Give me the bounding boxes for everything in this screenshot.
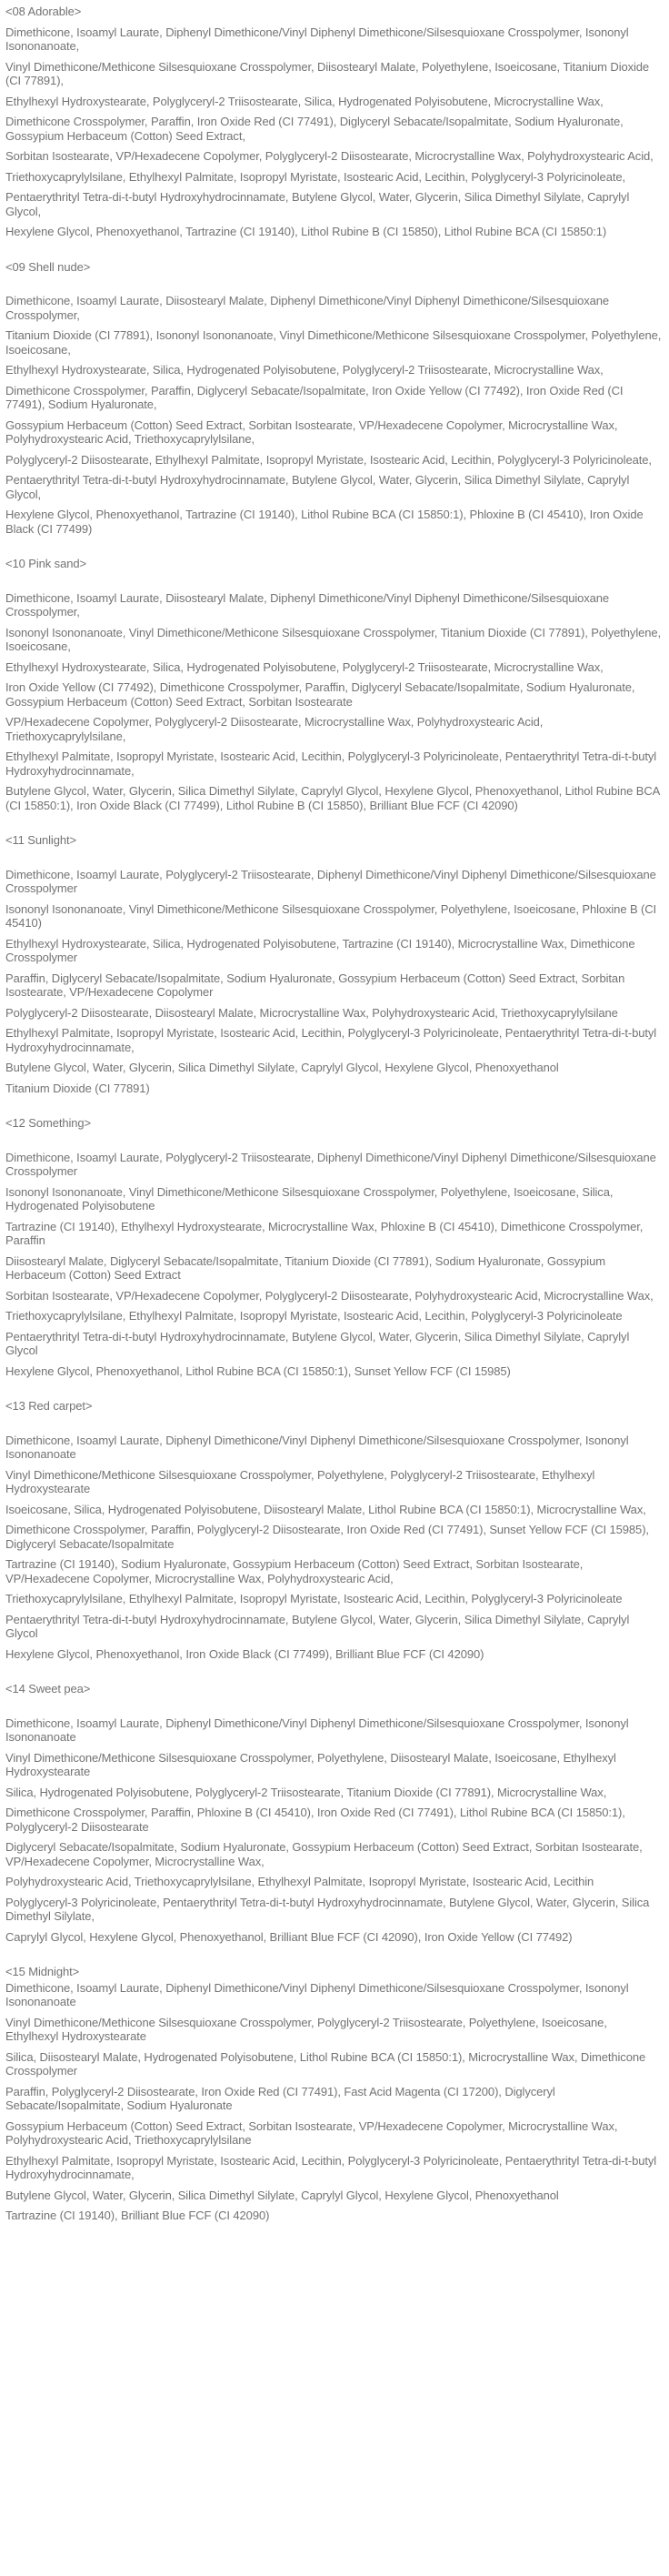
ingredient-line: Sorbitan Isostearate, VP/Hexadecene Copolymer, Polyglyceryl-2 Diisostearate, Microcrystalline Wax, Polyhydroxystearic Acid,: [5, 149, 654, 163]
ingredient-line: Dimethicone Crosspolymer, Paraffin, Polyglyceryl-2 Diisostearate, Iron Oxide Red (CI 77491), Sunset Yellow FCF (CI 15985), Diglyceryl Sebacate/Isopalmitate: [5, 1523, 649, 1551]
ingredient-line: Triethoxycaprylylsilane, Ethylhexyl Palmitate, Isopropyl Myristate, Isostearic Acid, Lecithin, Polyglyceryl-3 Polyricinoleate: [5, 1592, 623, 1605]
ingredient-line: Dimethicone, Isoamyl Laurate, Polyglyceryl-2 Triisostearate, Diphenyl Dimethicone/Vinyl Diphenyl Dimethicone/Silsesquioxane Crosspolymer: [5, 1150, 656, 1178]
ingredient-line: Paraffin, Polyglyceryl-2 Diisostearate, Iron Oxide Red (CI 77491), Fast Acid Magenta (CI 17200), Diglyceryl Sebacate/Isopalmitate, Sodium Hyaluronate: [5, 2084, 555, 2112]
ingredient-line: Butylene Glycol, Water, Glycerin, Silica Dimethyl Silylate, Caprylyl Glycol, Hexylene Glycol, Phenoxyethanol: [5, 2188, 559, 2202]
ingredient-line: Polyglyceryl-2 Diisostearate, Diisostearyl Malate, Microcrystalline Wax, Polyhydroxystearic Acid, Triethoxycaprylylsilane: [5, 1005, 618, 1020]
ingredient-line: Ethylhexyl Hydroxystearate, Silica, Hydrogenated Polyisobutene, Tartrazine (CI 19140), Microcrystalline Wax, Dimethicone Crosspolymer: [5, 936, 635, 964]
ingredient-line: Hexylene Glycol, Phenoxyethanol, Lithol Rubine BCA (CI 15850:1), Sunset Yellow FCF (CI 15985): [5, 1363, 511, 1378]
ingredient-line: Iron Oxide Yellow (CI 77492), Dimethicone Crosspolymer, Paraffin, Diglyceryl Sebacate/Isopalmitate, Sodium Hyaluronate, Gossypium Herbaceum (Cotton) Seed Extract, Sorbitan Isostearate: [5, 680, 635, 709]
ingredient-line: Triethoxycaprylylsilane, Ethylhexyl Palmitate, Isopropyl Myristate, Isostearic Acid, Lecithin, Polyglyceryl-3 Polyricinoleate,: [5, 169, 625, 184]
ingredient-line: Ethylhexyl Palmitate, Isopropyl Myristate, Isostearic Acid, Lecithin, Polyglyceryl-3 Polyricinoleate, Pentaerythrityl Tetra-di-t-butyl Hydroxyhydrocinnamate,: [5, 1026, 657, 1054]
shade-section-09: [5, 260, 662, 537]
ingredient-line: Gossypium Herbaceum (Cotton) Seed Extract, Sorbitan Isostearate, VP/Hexadecene Copolymer, Microcrystalline Wax, Polyhydroxystearic Acid, Triethoxycaprylylsilane,: [5, 418, 618, 446]
ingredient-line: Vinyl Dimethicone/Methicone Silsesquioxane Crosspolymer, Diisostearyl Malate, Polyethylene, Isoeicosane, Titanium Dioxide (CI 77891),: [5, 59, 650, 87]
ingredient-line: Isoeicosane, Silica, Hydrogenated Polyisobutene, Diisostearyl Malate, Lithol Rubine BCA (CI 15850:1), Microcrystalline Wax,: [5, 1502, 646, 1516]
ingredient-line: Pentaerythrityl Tetra-di-t-butyl Hydroxyhydrocinnamate, Butylene Glycol, Water, Glycerin, Silica Dimethyl Silylate, Caprylyl Glycol,: [5, 473, 630, 501]
shade-header: <08 Adorable>: [5, 5, 82, 18]
ingredient-line: Hexylene Glycol, Phenoxyethanol, Tartrazine (CI 19140), Lithol Rubine B (CI 15850), Lithol Rubine BCA (CI 15850:1): [5, 225, 607, 238]
ingredient-line: Ethylhexyl Palmitate, Isopropyl Myristate, Isostearic Acid, Lecithin, Polyglyceryl-3 Polyricinoleate, Pentaerythrityl Tetra-di-t-butyl Hydroxyhydrocinnamate,: [5, 2153, 657, 2181]
ingredient-line: Ethylhexyl Palmitate, Isopropyl Myristate, Isostearic Acid, Lecithin, Polyglyceryl-3 Polyricinoleate, Pentaerythrityl Tetra-di-t-butyl Hydroxyhydrocinnamate,: [5, 750, 657, 778]
ingredient-line: Pentaerythrityl Tetra-di-t-butyl Hydroxyhydrocinnamate, Butylene Glycol, Water, Glycerin, Silica Dimethyl Silylate, Caprylyl Glycol: [5, 1612, 630, 1640]
ingredient-line: Polyglyceryl-2 Diisostearate, Ethylhexyl Palmitate, Isopropyl Myristate, Isostearic Acid, Lecithin, Polyglyceryl-3 Polyricinoleate,: [5, 452, 652, 467]
shade-header: <14 Sweet pea>: [5, 1682, 91, 1696]
ingredient-line: Vinyl Dimethicone/Methicone Silsesquioxane Crosspolymer, Polyethylene, Polyglyceryl-2 Triisostearate, Ethylhexyl Hydroxystearate: [5, 1467, 595, 1495]
shade-header: <15 Midnight>: [5, 1965, 80, 1978]
ingredient-line: Tartrazine (CI 19140), Brilliant Blue FCF (CI 42090): [5, 2209, 270, 2222]
ingredient-line: Pentaerythrityl Tetra-di-t-butyl Hydroxyhydrocinnamate, Butylene Glycol, Water, Glycerin, Silica Dimethyl Silylate, Caprylyl Glycol: [5, 1329, 630, 1357]
ingredient-line: Dimethicone, Isoamyl Laurate, Diphenyl Dimethicone/Vinyl Diphenyl Dimethicone/Silsesquioxane Crosspolymer, Isononyl Isononanoate,: [5, 25, 629, 53]
ingredient-line: Isononyl Isononanoate, Vinyl Dimethicone/Methicone Silsesquioxane Crosspolymer, Titanium Dioxide (CI 77891), Polyethylene, Isoeicosane,: [5, 625, 662, 653]
ingredient-line: Sorbitan Isostearate, VP/Hexadecene Copolymer, Polyglyceryl-2 Diisostearate, Polyhydroxystearic Acid, Microcrystalline Wax,: [5, 1288, 654, 1303]
ingredient-line: Polyhydroxystearic Acid, Triethoxycaprylylsilane, Ethylhexyl Palmitate, Isopropyl Myristate, Isostearic Acid, Lecithin: [5, 1875, 594, 1888]
ingredient-line: Ethylhexyl Hydroxystearate, Polyglyceryl-2 Triisostearate, Silica, Hydrogenated Polyisobutene, Microcrystalline Wax,: [5, 94, 604, 108]
shade-header: <10 Pink sand>: [5, 557, 86, 570]
ingredient-line: Silica, Diisostearyl Malate, Hydrogenated Polyisobutene, Lithol Rubine BCA (CI 15850:1), Microcrystalline Wax, Dimethicone Crosspolymer: [5, 2049, 646, 2078]
ingredient-line: Gossypium Herbaceum (Cotton) Seed Extract, Sorbitan Isostearate, VP/Hexadecene Copolymer, Microcrystalline Wax, Polyhydroxystearic Acid, Triethoxycaprylylsilane: [5, 2118, 618, 2147]
ingredient-line: Titanium Dioxide (CI 77891): [5, 1081, 150, 1095]
ingredient-line: Butylene Glycol, Water, Glycerin, Silica Dimethyl Silylate, Caprylyl Glycol, Hexylene Glycol, Phenoxyethanol, Lithol Rubine BCA (CI 15850:1), Iron Oxide Black (CI 77499), Lithol Rubine B (CI 15850), Brilliant Blue FCF (CI 42090): [5, 784, 660, 812]
ingredient-line: Paraffin, Diglyceryl Sebacate/Isopalmitate, Sodium Hyaluronate, Gossypium Herbaceum (Cotton) Seed Extract, Sorbitan Isostearate, VP/Hexadecene Copolymer: [5, 971, 625, 999]
shade-section-12: [5, 1116, 662, 1378]
ingredient-line: Butylene Glycol, Water, Glycerin, Silica Dimethyl Silylate, Caprylyl Glycol, Hexylene Glycol, Phenoxyethanol: [5, 1061, 559, 1074]
ingredient-line: Silica, Hydrogenated Polyisobutene, Polyglyceryl-2 Triisostearate, Titanium Dioxide (CI 77891), Microcrystalline Wax,: [5, 1785, 607, 1799]
ingredient-line: Triethoxycaprylylsilane, Ethylhexyl Palmitate, Isopropyl Myristate, Isostearic Acid, Lecithin, Polyglyceryl-3 Polyricinoleate: [5, 1309, 623, 1323]
ingredient-line: Dimethicone, Isoamyl Laurate, Diphenyl Dimethicone/Vinyl Diphenyl Dimethicone/Silsesquioxane Crosspolymer, Isononyl Isononanoate: [5, 1980, 629, 2008]
ingredient-line: Dimethicone Crosspolymer, Paraffin, Iron Oxide Red (CI 77491), Diglyceryl Sebacate/Isopalmitate, Sodium Hyaluronate, Gossypium Herbaceum (Cotton) Seed Extract,: [5, 115, 624, 143]
ingredient-line: Hexylene Glycol, Phenoxyethanol, Tartrazine (CI 19140), Lithol Rubine BCA (CI 15850:1), Phloxine B (CI 45410), Iron Oxide Black (CI 77499): [5, 508, 644, 536]
shade-header: <13 Red carpet>: [5, 1399, 93, 1413]
shade-header: <11 Sunlight>: [5, 833, 76, 847]
ingredient-line: Tartrazine (CI 19140), Sodium Hyaluronate, Gossypium Herbaceum (Cotton) Seed Extract, Sorbitan Isostearate, VP/Hexadecene Copolymer, Microcrystalline Wax, Polyhydroxystearic Acid,: [5, 1557, 584, 1585]
ingredient-line: Dimethicone, Isoamyl Laurate, Polyglyceryl-2 Triisostearate, Diphenyl Dimethicone/Vinyl Diphenyl Dimethicone/Silsesquioxane Crosspolymer: [5, 867, 656, 895]
ingredient-line: Dimethicone, Isoamyl Laurate, Diisostearyl Malate, Diphenyl Dimethicone/Vinyl Diphenyl Dimethicone/Silsesquioxane Crosspolymer,: [5, 590, 610, 619]
shade-section-14: [5, 1682, 662, 1944]
shade-section-11: [5, 833, 662, 1095]
ingredient-line: Isononyl Isononanoate, Vinyl Dimethicone/Methicone Silsesquioxane Crosspolymer, Polyethylene, Isoeicosane, Phloxine B (CI 45410): [5, 901, 657, 930]
ingredient-line: Polyglyceryl-3 Polyricinoleate, Pentaerythrityl Tetra-di-t-butyl Hydroxyhydrocinnamate, Butylene Glycol, Water, Glycerin, Silica Dimethyl Silylate,: [5, 1895, 650, 1923]
ingredient-line: Caprylyl Glycol, Hexylene Glycol, Phenoxyethanol, Brilliant Blue FCF (CI 42090), Iron Oxide Yellow (CI 77492): [5, 1929, 573, 1944]
ingredient-line: Dimethicone, Isoamyl Laurate, Diphenyl Dimethicone/Vinyl Diphenyl Dimethicone/Silsesquioxane Crosspolymer, Isononyl Isononanoate: [5, 1716, 629, 1744]
ingredient-line: Dimethicone, Isoamyl Laurate, Diisostearyl Malate, Diphenyl Dimethicone/Vinyl Diphenyl Dimethicone/Silsesquioxane Crosspolymer,: [5, 294, 610, 322]
ingredient-line: Ethylhexyl Hydroxystearate, Silica, Hydrogenated Polyisobutene, Polyglyceryl-2 Triisostearate, Microcrystalline Wax,: [5, 659, 604, 674]
ingredient-line: Dimethicone, Isoamyl Laurate, Diphenyl Dimethicone/Vinyl Diphenyl Dimethicone/Silsesquioxane Crosspolymer, Isononyl Isononanoate: [5, 1433, 629, 1461]
ingredient-line: Diisostearyl Malate, Diglyceryl Sebacate/Isopalmitate, Titanium Dioxide (CI 77891), Sodium Hyaluronate, Gossypium Herbaceum (Cotton) Seed Extract: [5, 1253, 605, 1282]
ingredient-line: Titanium Dioxide (CI 77891), Isononyl Isononanoate, Vinyl Dimethicone/Methicone Silsesquioxane Crosspolymer, Polyethylene, Isoeicosane,: [5, 328, 662, 357]
ingredient-line: VP/Hexadecene Copolymer, Polyglyceryl-2 Diisostearate, Microcrystalline Wax, Polyhydroxystearic Acid, Triethoxycaprylylsilane,: [5, 715, 544, 743]
ingredient-line: Isononyl Isononanoate, Vinyl Dimethicone/Methicone Silsesquioxane Crosspolymer, Polyethylene, Isoeicosane, Silica, Hydrogenated Polyisobutene: [5, 1184, 614, 1213]
ingredient-line: Diglyceryl Sebacate/Isopalmitate, Sodium Hyaluronate, Gossypium Herbaceum (Cotton) Seed Extract, Sorbitan Isostearate, VP/Hexadecene Copolymer, Microcrystalline Wax,: [5, 1840, 643, 1868]
shade-section-08: [5, 5, 662, 239]
ingredient-line: Dimethicone Crosspolymer, Paraffin, Diglyceryl Sebacate/Isopalmitate, Iron Oxide Yellow (CI 77492), Iron Oxide Red (CI 77491), Sodium Hyaluronate,: [5, 383, 624, 411]
shade-section-15: [5, 1965, 662, 2223]
ingredient-line: Vinyl Dimethicone/Methicone Silsesquioxane Crosspolymer, Polyglyceryl-2 Triisostearate, Polyethylene, Isoeicosane, Ethylhexyl Hydroxystearate: [5, 2015, 607, 2043]
shade-header: <12 Something>: [5, 1116, 92, 1130]
shade-header: <09 Shell nude>: [5, 259, 91, 274]
ingredient-line: Dimethicone Crosspolymer, Paraffin, Phloxine B (CI 45410), Iron Oxide Red (CI 77491), Lithol Rubine BCA (CI 15850:1), Polyglyceryl-2 Diisostearate: [5, 1806, 625, 1834]
ingredient-line: Ethylhexyl Hydroxystearate, Silica, Hydrogenated Polyisobutene, Polyglyceryl-2 Triisostearate, Microcrystalline Wax,: [5, 363, 604, 377]
shade-section-13: [5, 1399, 662, 1661]
ingredient-line: Pentaerythrityl Tetra-di-t-butyl Hydroxyhydrocinnamate, Butylene Glycol, Water, Glycerin, Silica Dimethyl Silylate, Caprylyl Glycol,: [5, 190, 630, 218]
ingredient-line: Hexylene Glycol, Phenoxyethanol, Iron Oxide Black (CI 77499), Brilliant Blue FCF (CI 42090): [5, 1646, 484, 1661]
ingredient-line: Vinyl Dimethicone/Methicone Silsesquioxane Crosspolymer, Polyethylene, Diisostearyl Malate, Isoeicosane, Ethylhexyl Hydroxystearate: [5, 1750, 616, 1778]
ingredient-line: Tartrazine (CI 19140), Ethylhexyl Hydroxystearate, Microcrystalline Wax, Phloxine B (CI 45410), Dimethicone Crosspolymer, Paraffin: [5, 1219, 644, 1247]
shade-section-10: [5, 557, 662, 812]
